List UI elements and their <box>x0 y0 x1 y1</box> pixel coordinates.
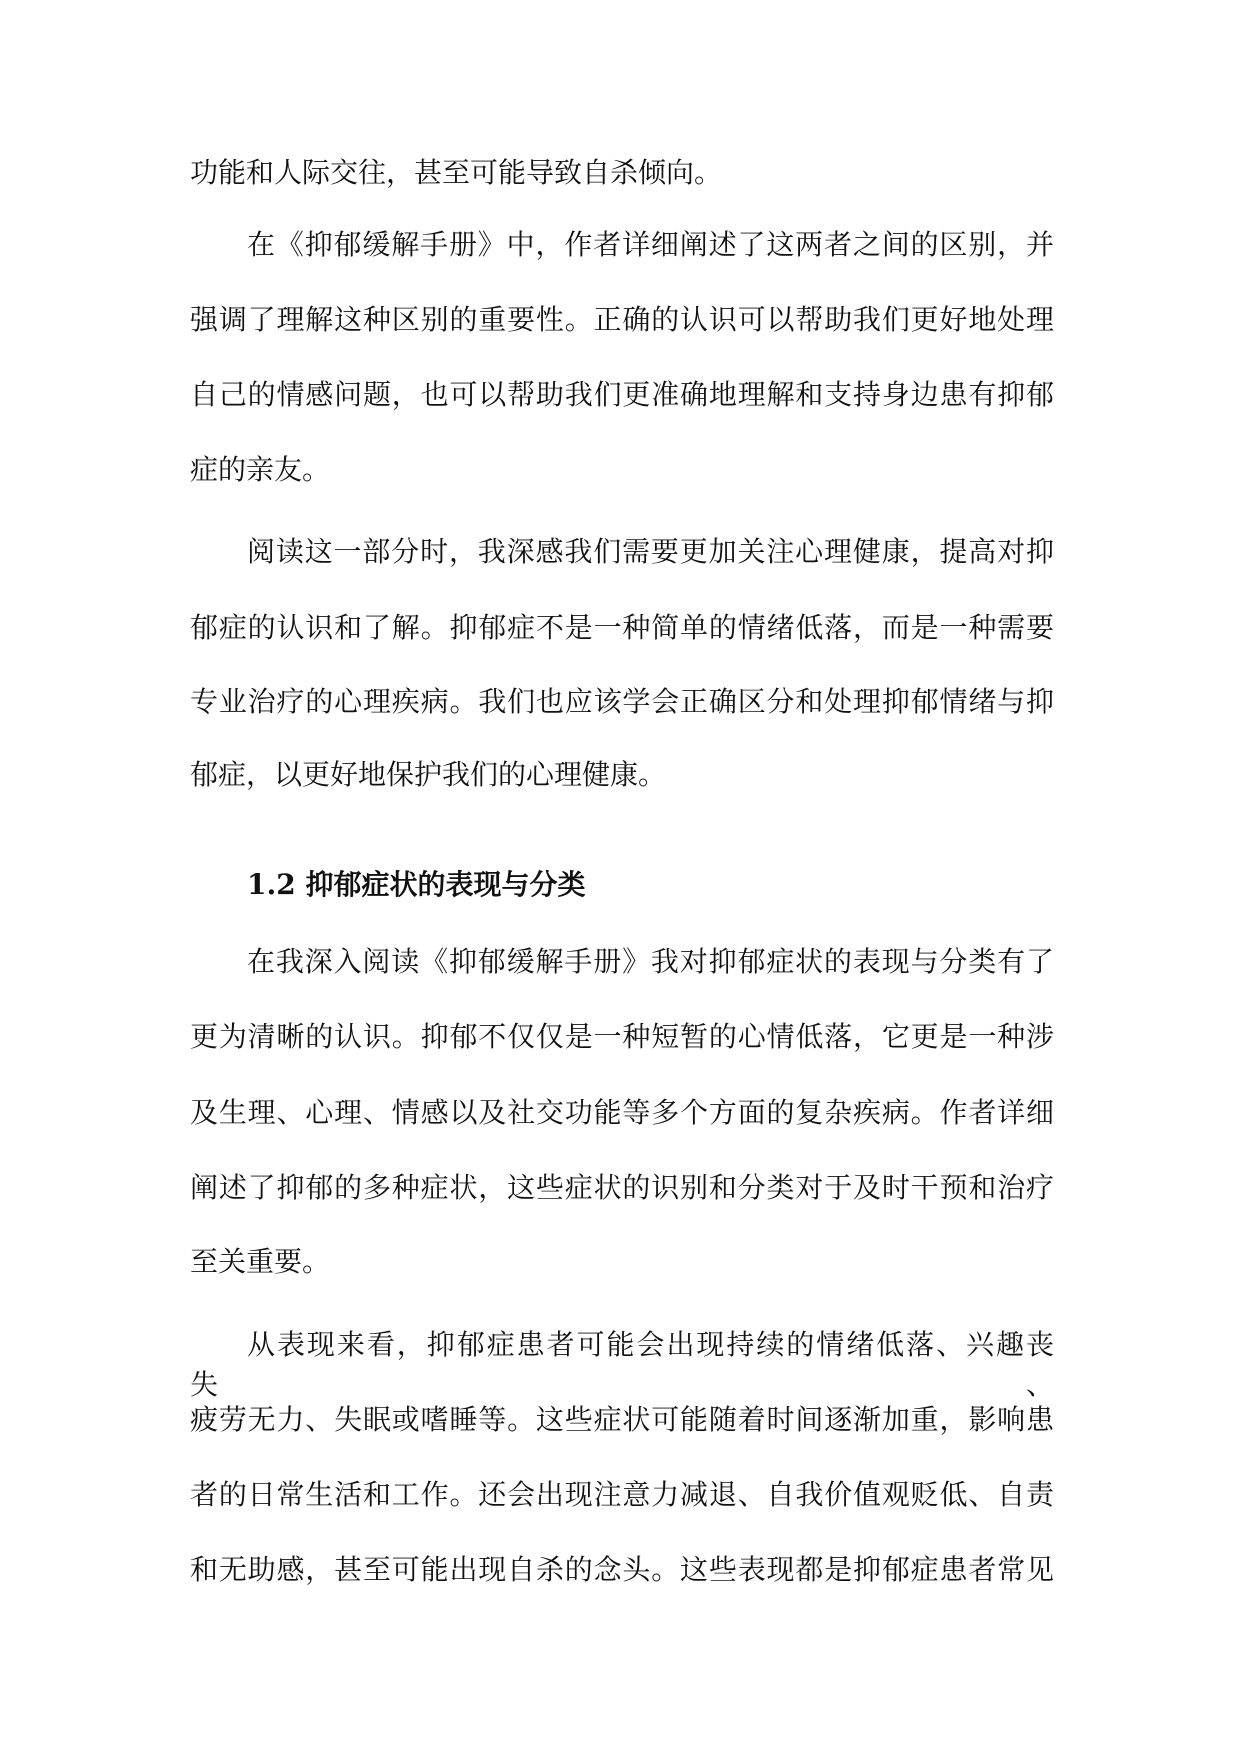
paragraph-line: 专业治疗的心理疾病。我们也应该学会正确区分和处理抑郁情绪与抑 <box>190 685 1054 718</box>
paragraph-line: 至关重要。 <box>190 1245 331 1278</box>
paragraph-line: 郁症的认识和了解。抑郁症不是一种简单的情绪低落，而是一种需要 <box>190 611 1054 644</box>
paragraph-line: 在我深入阅读《抑郁缓解手册》我对抑郁症状的表现与分类有了 <box>247 945 1054 978</box>
paragraph-line: 症的亲友。 <box>190 453 331 486</box>
paragraph-line: 功能和人际交往，甚至可能导致自杀倾向。 <box>190 156 723 189</box>
paragraph-line: 从表现来看，抑郁症患者可能会出现持续的情绪低落、兴趣丧失、 <box>190 1328 1054 1401</box>
paragraph-line: 疲劳无力、失眠或嗜睡等。这些症状可能随着时间逐渐加重，影响患 <box>190 1403 1054 1436</box>
paragraph-line: 更为清晰的认识。抑郁不仅仅是一种短暂的心情低落，它更是一种涉 <box>190 1020 1054 1053</box>
paragraph-line: 阅读这一部分时，我深感我们需要更加关注心理健康，提高对抑 <box>247 535 1054 568</box>
paragraph-line: 阐述了抑郁的多种症状，这些症状的识别和分类对于及时干预和治疗 <box>190 1171 1054 1204</box>
paragraph-line: 强调了理解这种区别的重要性。正确的认识可以帮助我们更好地处理 <box>190 303 1054 336</box>
paragraph-line: 在《抑郁缓解手册》中，作者详细阐述了这两者之间的区别，并 <box>247 228 1054 261</box>
section-heading: 1.2 抑郁症状的表现与分类 <box>247 868 586 901</box>
paragraph-line: 者的日常生活和工作。还会出现注意力减退、自我价值观贬低、自责 <box>190 1478 1054 1511</box>
paragraph-line: 及生理、心理、情感以及社交功能等多个方面的复杂疾病。作者详细 <box>190 1096 1054 1129</box>
paragraph-line: 自己的情感问题，也可以帮助我们更准确地理解和支持身边患有抑郁 <box>190 378 1054 411</box>
paragraph-line: 和无助感，甚至可能出现自杀的念头。这些表现都是抑郁症患者常见 <box>190 1553 1054 1586</box>
paragraph-line: 郁症，以更好地保护我们的心理健康。 <box>190 758 667 791</box>
